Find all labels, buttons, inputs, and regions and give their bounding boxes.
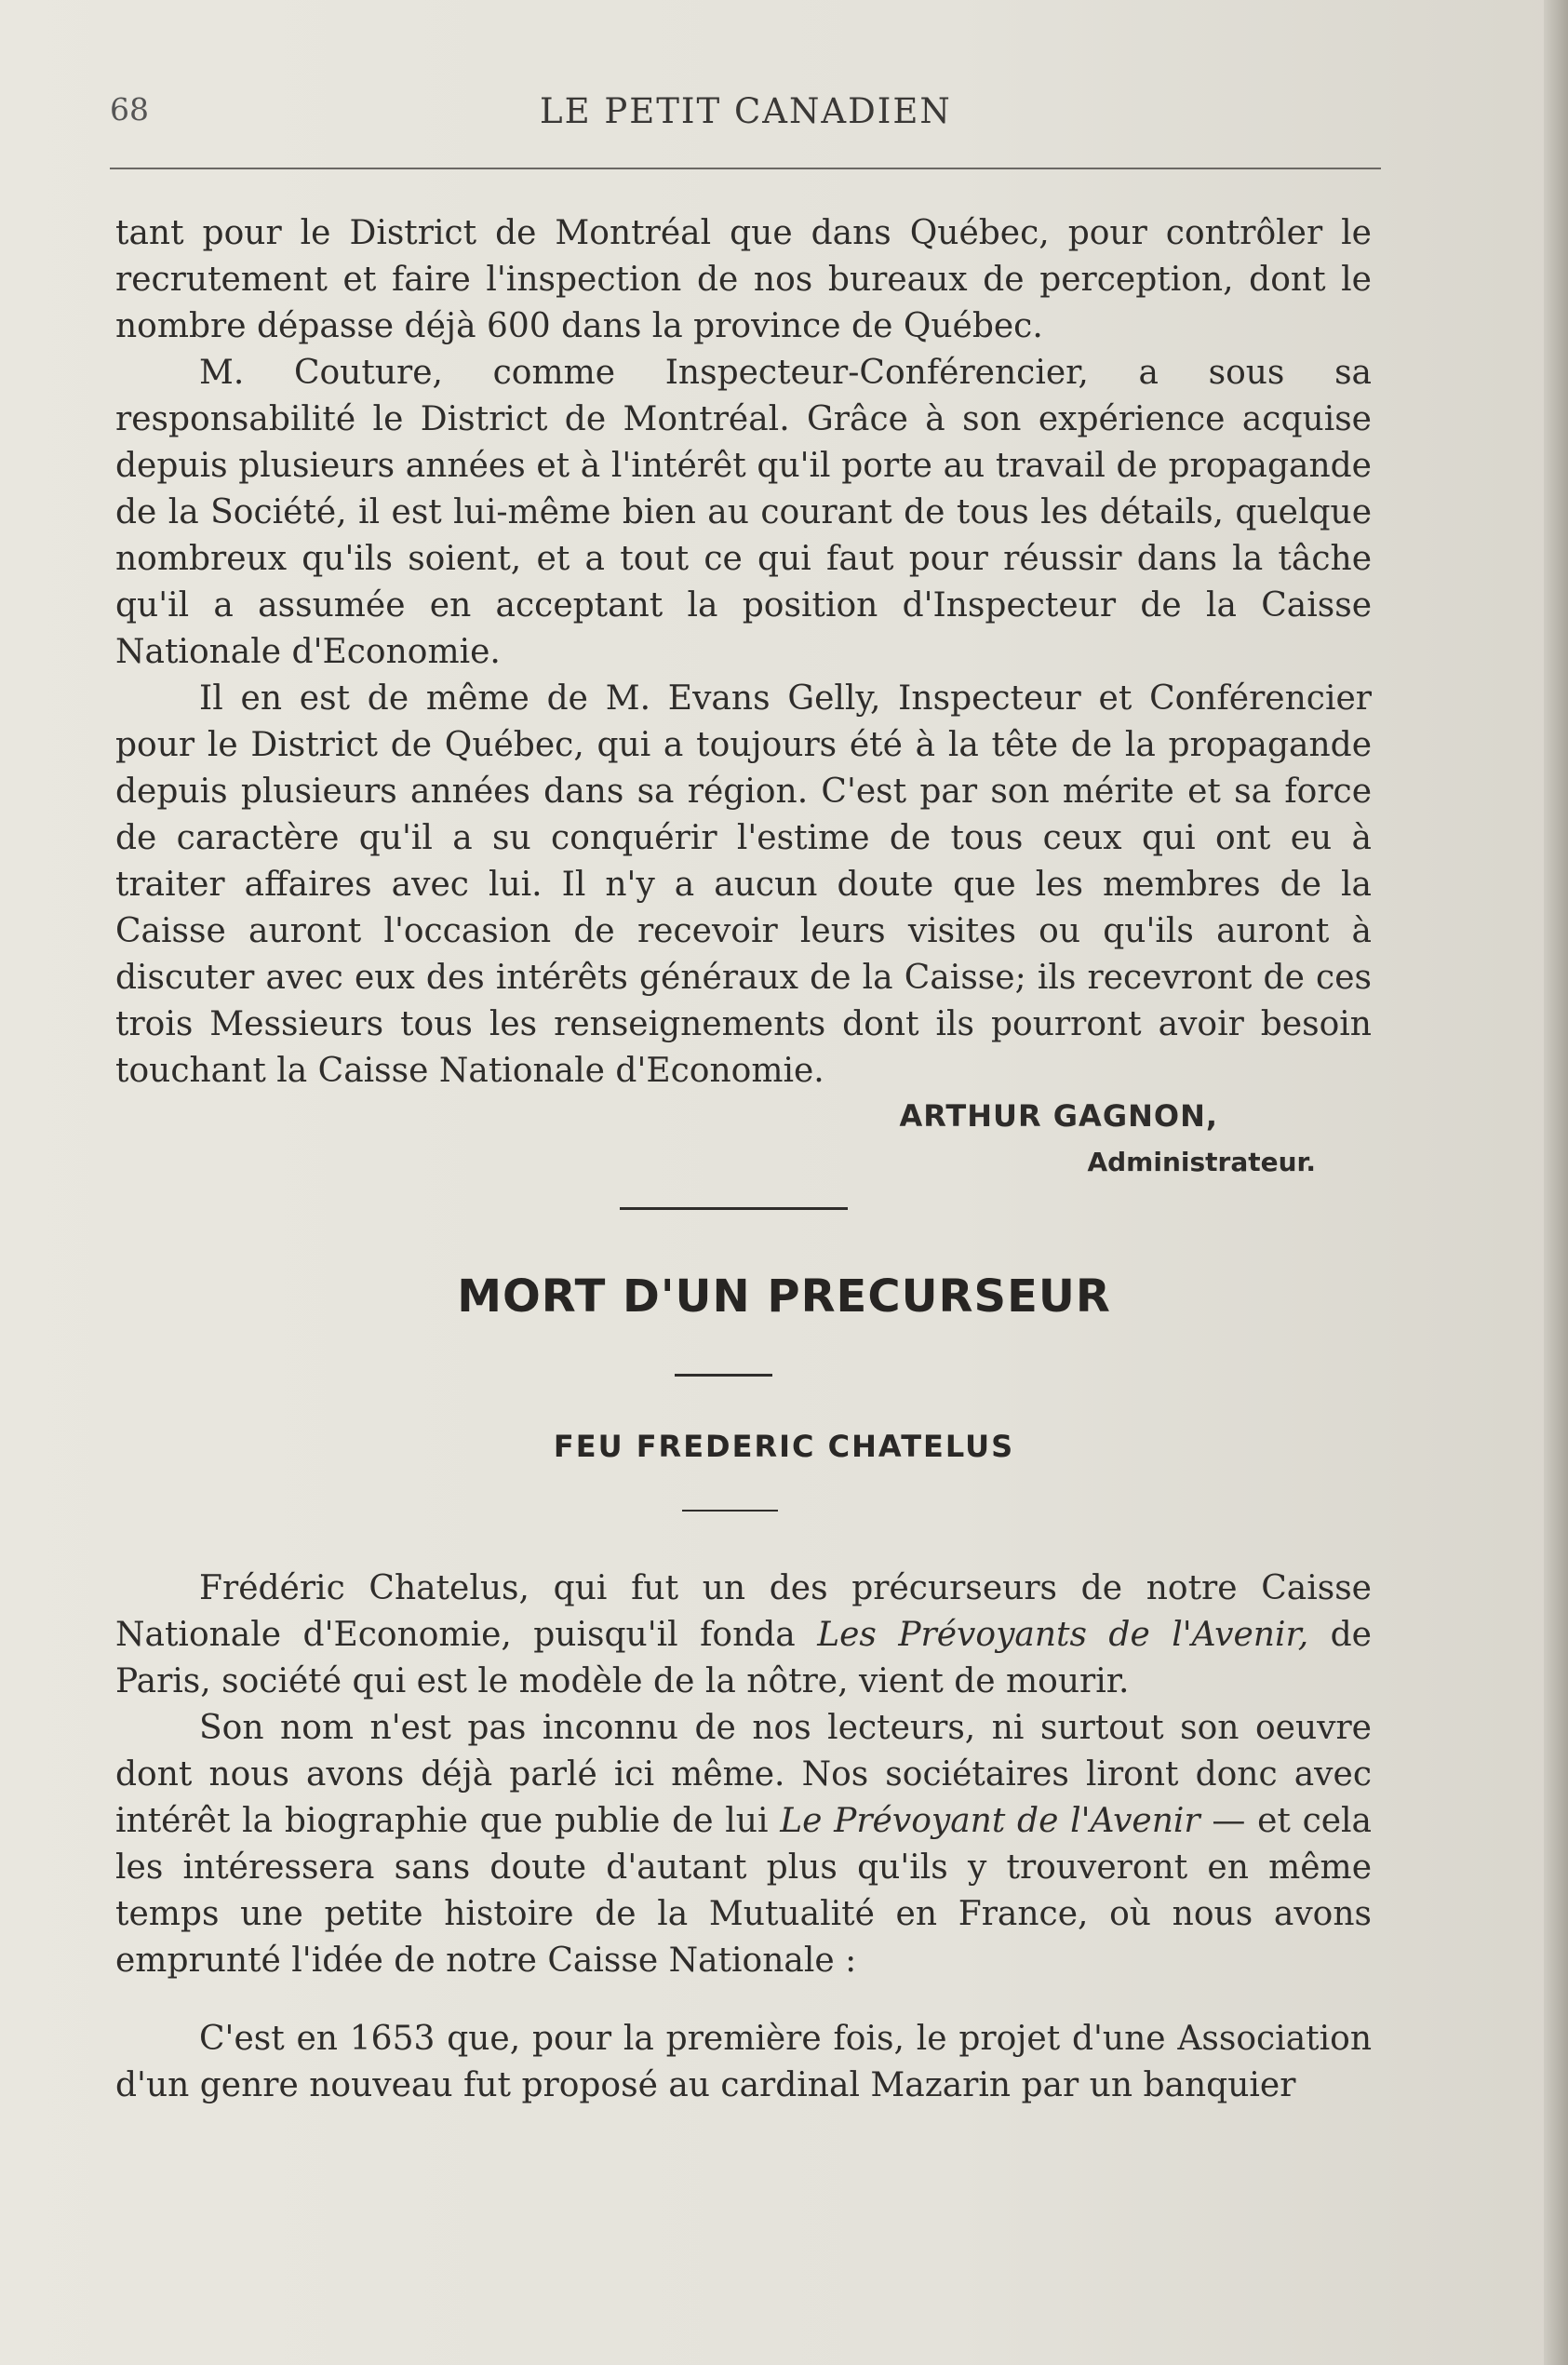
- text-run: Frédéric Chatelus, qui fut un des précurseurs de notre Caisse Nationale d'Economie, puisqu'il fonda: [115, 1569, 1372, 1654]
- paragraph: M. Couture, comme Inspecteur-Conférencier, a sous sa responsabilité le District de Montréal. Grâce à son expérience acquise depuis plusieurs années et à l'intérêt qu'il porte au travail de propagande de la Société, il est lui-même bien au courant de tous les détails, quelque nombreux qu'ils soient, et a tout ce qui faut pour réussir dans la tâche qu'il a assumée en acceptant la position d'Inspecteur de la Caisse Nationale d'Economie.: [115, 354, 1372, 671]
- paragraph: Il en est de même de M. Evans Gelly, Inspecteur et Conférencier pour le District de Québec, qui a toujours été à la tête de la propagande depuis plusieurs années dans sa région. C'est par son mérite et sa force de caractère qu'il a su conquérir l'estime de tous ceux qui ont eu à traiter affaires avec lui. Il n'y a aucun doute que les membres de la Caisse auront l'occasion de recevoir leurs visites ou qu'ils auront à discuter avec eux des intérêts généraux de la Caisse; ils recevront de ces trois Messieurs tous les renseignements dont ils pourront avoir besoin touchant la Caisse Nationale d'Economie.: [115, 679, 1372, 1090]
- text-run: de Paris, société qui est le modèle de la nôtre, vient de mourir.: [115, 1616, 1372, 1700]
- article-2-body: [115, 1565, 1372, 2109]
- paragraph: [115, 1565, 1372, 1705]
- header-rule: [110, 168, 1381, 169]
- text-run: Son nom n'est pas inconnu de nos lecteurs, ni surtout son oeuvre dont nous avons déjà parlé ici même. Nos sociétaires liront donc avec intérêt la biographie que publie de lui: [115, 1709, 1372, 1840]
- text-run: — et cela les intéressera sans doute d'autant plus qu'ils y trouveront en même temps une petite histoire de la Mutualité en France, où nous avons emprunté l'idée de notre Caisse Nationale :: [115, 1802, 1373, 1980]
- signature-title: Administrateur.: [1087, 1147, 1316, 1177]
- title-rule: [675, 1374, 772, 1377]
- page-header: [0, 91, 1568, 147]
- paragraph: C'est en 1653 que, pour la première fois, le projet d'une Association d'un genre nouveau fut proposé au cardinal Mazarin par un banquier: [115, 2020, 1372, 2104]
- page-edge: [1544, 0, 1568, 2365]
- subtitle-rule: [682, 1510, 778, 1512]
- page-number: 68: [110, 91, 149, 128]
- section-divider: [620, 1207, 848, 1210]
- article-title: MORT D'UN PRECURSEUR: [457, 1270, 1111, 1323]
- italic-title: Le Prévoyant de l'Avenir: [780, 1802, 1200, 1840]
- article-subtitle: FEU FREDERIC CHATELUS: [553, 1429, 1015, 1464]
- article-1-body: [115, 210, 1372, 1095]
- paragraph: tant pour le District de Montréal que dans Québec, pour contrôler le recrutement et faire l'inspection de nos bureaux de perception, dont le nombre dépasse déjà 600 dans la province de Québec.: [115, 214, 1372, 345]
- signature-name: ARTHUR GAGNON,: [899, 1098, 1218, 1134]
- paragraph: [115, 1705, 1372, 1984]
- italic-title: Les Prévoyants de l'Avenir,: [817, 1616, 1309, 1654]
- running-title: LE PETIT CANADIEN: [540, 91, 952, 131]
